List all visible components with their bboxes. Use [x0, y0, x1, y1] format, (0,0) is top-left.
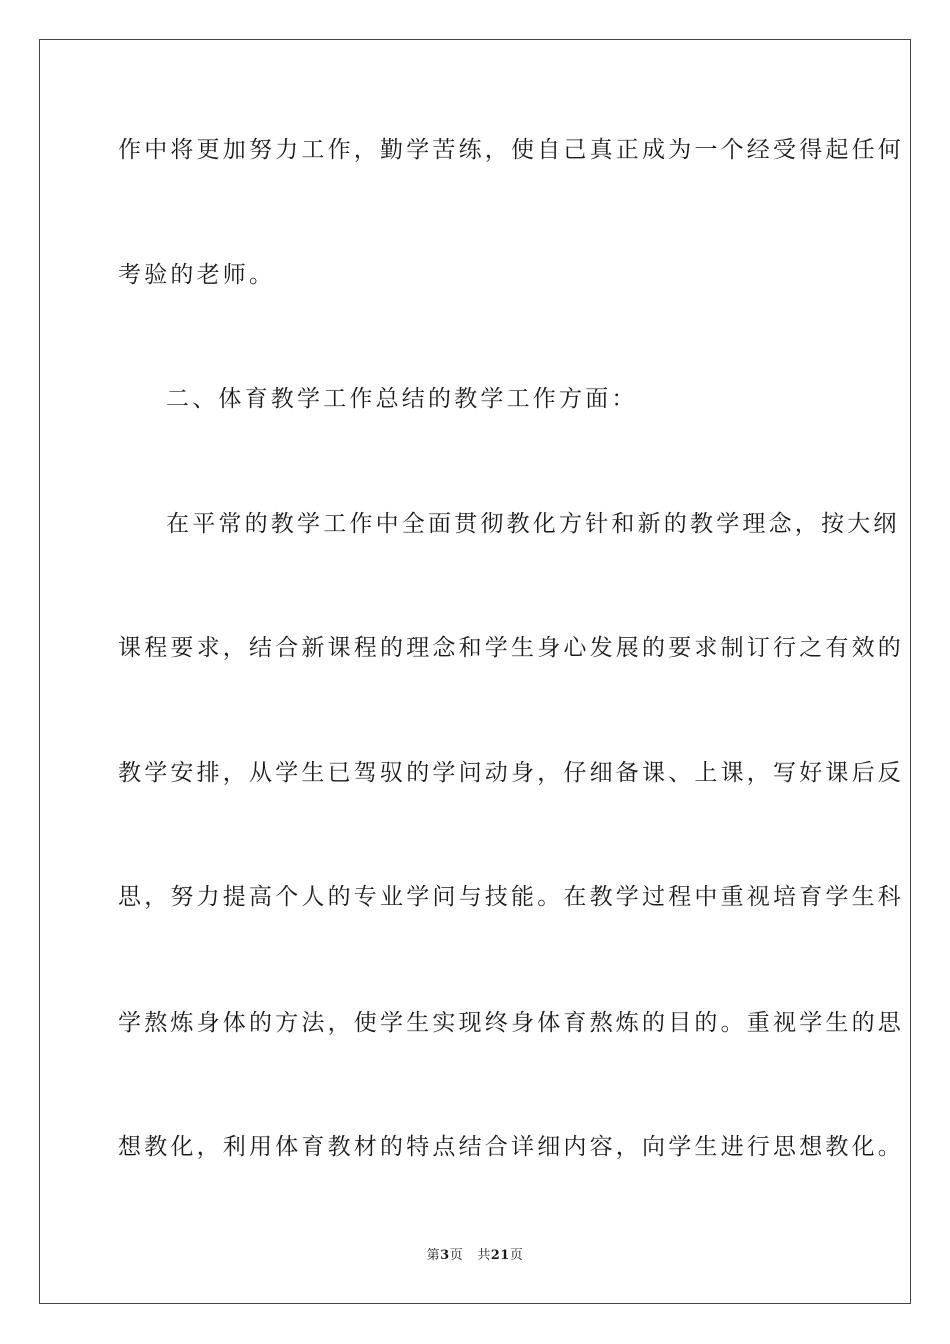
body-text-line: 想教化，利用体育教材的特点结合详细内容，向学生进行思想教化。	[118, 1134, 904, 1160]
body-text-line: 在平常的教学工作中全面贯彻教化方针和新的教学理念，按大纲	[166, 511, 900, 537]
body-text-line: 考验的老师。	[118, 262, 276, 288]
current-page-number: 3	[440, 1248, 450, 1263]
page-prefix: 第	[426, 1248, 441, 1263]
page-footer	[0, 1247, 950, 1265]
body-text-line: 教学安排，从学生已驾驭的学问动身，仔细备课、上课，写好课后反	[118, 760, 904, 786]
total-suffix: 页	[509, 1248, 524, 1263]
section-heading: 二、体育教学工作总结的教学工作方面：	[166, 386, 638, 412]
body-text-line: 课程要求，结合新课程的理念和学生身心发展的要求制订行之有效的	[118, 635, 904, 661]
body-text-line: 作中将更加努力工作，勤学苦练，使自己真正成为一个经受得起任何	[118, 137, 904, 163]
page-border	[39, 39, 911, 1304]
body-text-line: 思，努力提高个人的专业学问与技能。在教学过程中重视培育学生科	[118, 884, 904, 910]
total-page-count: 21	[490, 1248, 510, 1263]
body-text-line: 学熬炼身体的方法，使学生实现终身体育熬炼的目的。重视学生的思	[118, 1010, 904, 1036]
total-prefix: 共	[477, 1248, 491, 1263]
page-suffix: 页	[449, 1248, 464, 1263]
